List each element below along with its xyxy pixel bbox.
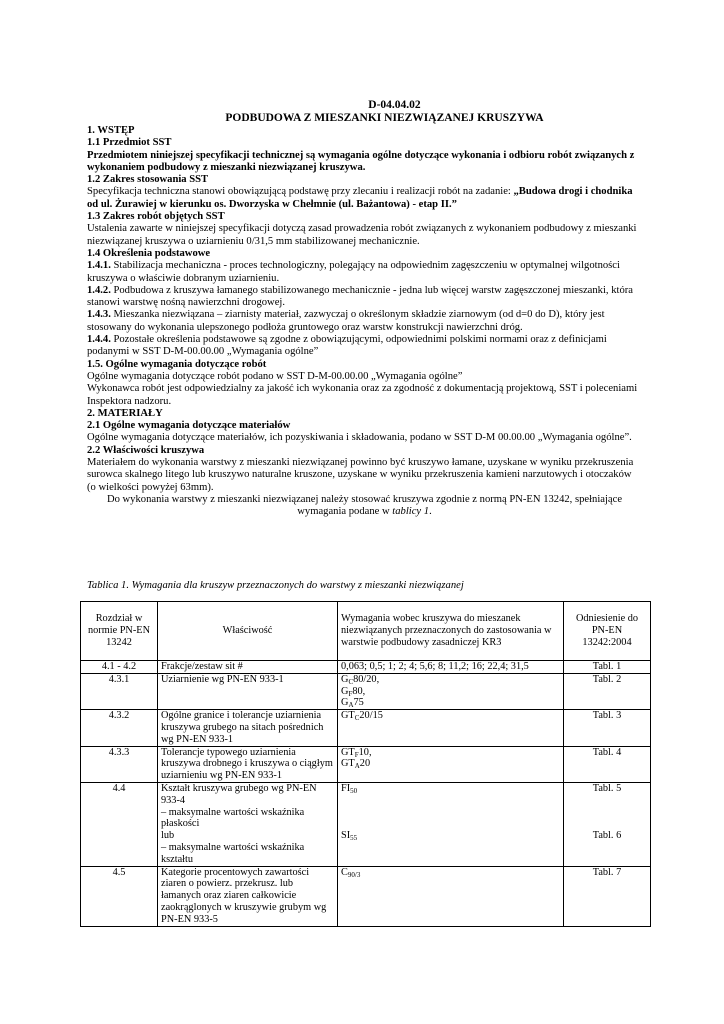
cell-chapter: 4.3.2 bbox=[81, 710, 158, 746]
cell-requirement bbox=[338, 710, 564, 746]
definition-text: Pozostałe określenia podstawowe są zgodne z obowiązującymi, odpowiednimi polskimi normami oraz z definicjami podanymi w SST D-M-00.00.00 „Wymagania ogólne” bbox=[87, 334, 607, 358]
section-heading: 2. MATERIAŁY bbox=[87, 407, 163, 419]
spec-title: PODBUDOWA Z MIESZANKI NIEZWIĄZANEJ KRUSZYWA bbox=[225, 112, 544, 124]
req-symbol: G bbox=[341, 685, 349, 697]
header-property: Właściwość bbox=[158, 602, 338, 661]
table-row bbox=[81, 782, 651, 830]
definition-text: Podbudowa z kruszywa łamanego stabilizowanego mechanicznie - jedna lub więcej warstw zagęszczonej mieszanki, która stanowi warstwę nośną nawierzchni drogowej. bbox=[87, 284, 633, 309]
table-row bbox=[81, 661, 651, 674]
cell-reference: Tabl. 4 bbox=[564, 746, 651, 782]
text-span: . bbox=[429, 506, 432, 518]
req-value: 75 bbox=[353, 697, 364, 709]
req-subscript: A bbox=[348, 701, 354, 710]
definition-number: 1.4.2. bbox=[87, 284, 111, 296]
req-value: 80/20, bbox=[353, 673, 380, 685]
text-span: Do wykonania warstwy z mieszanki niezwiązanej należy stosować kruszywa zgodnie z normą PN-EN 13242, spełniające wymagania podane w bbox=[106, 493, 623, 518]
task-name: „Budowa drogi i chodnika od ul. Żurawiej w kierunku os. Dworzyska w Chełmnie (ul. Bażantowa) - etap II.” bbox=[87, 186, 633, 210]
cell-reference: Tabl. 1 bbox=[564, 661, 651, 674]
cell-property: Kształt kruszywa grubego wg PN-EN 933-4 – maksymalne wartości wskaźnika płaskości bbox=[158, 782, 338, 830]
requirement-line bbox=[341, 686, 560, 698]
req-subscript: C bbox=[354, 714, 360, 723]
table-row bbox=[81, 710, 651, 746]
cell-requirement bbox=[338, 746, 564, 782]
req-subscript: C bbox=[348, 677, 354, 686]
cell-requirement bbox=[338, 782, 564, 830]
section-heading: 1. WSTĘP bbox=[87, 125, 135, 136]
requirement-line bbox=[341, 758, 560, 770]
paragraph bbox=[87, 494, 642, 519]
cell-property: Frakcje/zestaw sit # bbox=[158, 661, 338, 674]
cell-property: Uziarnienie wg PN-EN 933-1 bbox=[158, 673, 338, 709]
cell-property: Tolerancje typowego uziarnienia kruszywa drobnego i kruszywa o ciągłym uziarnieniu wg PN-EN 933-1 bbox=[158, 746, 338, 782]
definition-number: 1.4.4. bbox=[87, 334, 111, 346]
requirement-line bbox=[341, 747, 560, 759]
req-symbol: G bbox=[341, 673, 349, 685]
req-subscript: 50 bbox=[350, 786, 358, 795]
table-reference: tablicy 1 bbox=[392, 506, 430, 518]
cell-reference: Tabl. 7 bbox=[564, 866, 651, 926]
section-heading: 1.1 Przedmiot SST bbox=[87, 137, 172, 149]
paragraph: Wykonawca robót jest odpowiedzialny za jakość ich wykonania oraz za zgodność z dokumentacją projektową, SST i poleceniami Inspektora nadzoru. bbox=[87, 383, 638, 407]
cell-requirement bbox=[338, 673, 564, 709]
req-symbol: SI bbox=[341, 830, 351, 842]
cell-reference: Tabl. 6 bbox=[564, 830, 651, 866]
header-requirements: Wymagania wobec kruszywa do mieszanek niezwiązanych przeznaczonych do zastosowania w warstwie podbudowy zasadniczej KR3 bbox=[338, 602, 564, 661]
req-symbol: GT bbox=[341, 710, 355, 722]
req-value: 20/15 bbox=[359, 710, 383, 722]
req-subscript: F bbox=[348, 689, 353, 698]
paragraph: Ogólne wymagania dotyczące materiałów, ich pozyskiwania i składowania, podano w SST D-M 00.00.00 „Wymagania ogólne”. bbox=[87, 432, 632, 444]
req-symbol: FI bbox=[341, 782, 351, 794]
table-row bbox=[81, 866, 651, 926]
table-row bbox=[81, 673, 651, 709]
req-value: 20 bbox=[359, 758, 371, 770]
cell-reference: Tabl. 3 bbox=[564, 710, 651, 746]
section-heading: 1.3 Zakres robót objętych SST bbox=[87, 211, 225, 223]
requirement-line bbox=[341, 674, 560, 686]
definition bbox=[87, 309, 642, 334]
section-heading: 1.5. Ogólne wymagania dotyczące robót bbox=[87, 358, 267, 370]
paragraph: Ustalenia zawarte w niniejszej specyfikacji dotyczą zasad prowadzenia robót związanych z wykonaniem podbudowy z mieszanki niezwiązanej kruszywa o uziarnieniu 0/31,5 mm stabilizowanej mechanicznie. bbox=[87, 223, 637, 247]
req-symbol: GT bbox=[341, 746, 355, 758]
table-row bbox=[81, 746, 651, 782]
document-body bbox=[87, 99, 642, 519]
definition-number: 1.4.3. bbox=[87, 309, 111, 321]
definition bbox=[87, 260, 642, 285]
header-chapter: Rozdział w normie PN-EN 13242 bbox=[81, 602, 158, 661]
req-value: 10, bbox=[358, 746, 372, 758]
paragraph bbox=[87, 186, 642, 211]
cell-requirement bbox=[338, 866, 564, 926]
text-span: Specyfikacja techniczna stanowi obowiązującą podstawę przy zlecaniu i realizacji robót na zadanie: bbox=[87, 186, 514, 198]
definition-text: Stabilizacja mechaniczna - proces technologiczny, polegający na odpowiednim zagęszczeniu w optymalnej wilgotności kruszywa o właściwie dobranym uziarnieniu. bbox=[87, 260, 620, 284]
cell-property: Ogólne granice i tolerancje uziarnienia kruszywa grubego na sitach pośrednich wg PN-EN 933-1 bbox=[158, 710, 338, 746]
cell-requirement bbox=[338, 830, 564, 866]
cell-chapter: 4.3.1 bbox=[81, 673, 158, 709]
req-symbol: GT bbox=[341, 758, 355, 770]
req-subscript: F bbox=[354, 750, 359, 759]
requirement-line bbox=[341, 697, 560, 709]
paragraph: Materiałem do wykonania warstwy z mieszanki niezwiązanej powinno być kruszywo łamane, uzyskane w wyniku przekruszenia surowca skalnego litego lub kruszywo naturalne kruszone, uzyskane w wyniku przekruszenia kamieni narzutowych i otoczaków (o wielkości powyżej 63mm). bbox=[87, 457, 634, 493]
cell-chapter: 4.3.3 bbox=[81, 746, 158, 782]
req-subscript: A bbox=[354, 762, 360, 771]
cell-chapter: 4.5 bbox=[81, 866, 158, 926]
cell-chapter: 4.1 - 4.2 bbox=[81, 661, 158, 674]
cell-reference: Tabl. 2 bbox=[564, 673, 651, 709]
section-heading: 2.1 Ogólne wymagania dotyczące materiałów bbox=[87, 420, 291, 432]
header-reference: Odniesienie do PN-EN 13242:2004 bbox=[564, 602, 651, 661]
spec-code: D-04.04.02 bbox=[368, 99, 421, 111]
cell-requirement: 0,063; 0,5; 1; 2; 4; 5,6; 8; 11,2; 16; 22,4; 31,5 bbox=[338, 661, 564, 674]
paragraph: Przedmiotem niniejszej specyfikacji technicznej są wymagania ogólne dotyczące wykonania i odbioru robót związanych z wykonaniem podbudowy z mieszanki niezwiązanej kruszywa. bbox=[87, 149, 635, 173]
cell-property: lub – maksymalne wartości wskaźnika kształtu bbox=[158, 830, 338, 866]
requirements-table bbox=[80, 601, 651, 927]
paragraph: Ogólne wymagania dotyczące robót podano w SST D-M-00.00.00 „Wymagania ogólne” bbox=[87, 370, 463, 382]
definition-number: 1.4.1. bbox=[87, 260, 111, 272]
table-header-row bbox=[81, 602, 651, 661]
req-value: 80, bbox=[352, 685, 366, 697]
section-heading: 1.2 Zakres stosowania SST bbox=[87, 174, 209, 186]
definition bbox=[87, 285, 642, 310]
req-subscript: 55 bbox=[350, 834, 358, 843]
section-heading: 1.4 Określenia podstawowe bbox=[87, 247, 211, 259]
req-symbol: C bbox=[341, 866, 348, 878]
req-subscript: 90/3 bbox=[347, 870, 361, 879]
cell-property: Kategorie procentowych zawartości ziaren o powierz. przekrusz. lub łamanych oraz ziaren całkowicie zaokrąglonych w kruszywie grubym wg PN-EN 933-5 bbox=[158, 866, 338, 926]
definition-text: Mieszanka niezwiązana – ziarnisty materiał, zazwyczaj o określonym składzie ziarnowym (od d=0 do D), który jest stosowany do wykonania ulepszonego podłoża gruntowego oraz warstw konstrukcji nawierzchni dróg. bbox=[87, 309, 605, 333]
section-heading: 2.2 Właściwości kruszywa bbox=[87, 444, 205, 456]
table-row bbox=[81, 830, 651, 866]
cell-chapter: 4.4 bbox=[81, 782, 158, 866]
cell-reference: Tabl. 5 bbox=[564, 782, 651, 830]
definition bbox=[87, 334, 642, 359]
table-caption: Tablica 1. Wymagania dla kruszyw przeznaczonych do warstwy z mieszanki niezwiązanej bbox=[87, 580, 464, 591]
req-symbol: G bbox=[341, 697, 349, 709]
